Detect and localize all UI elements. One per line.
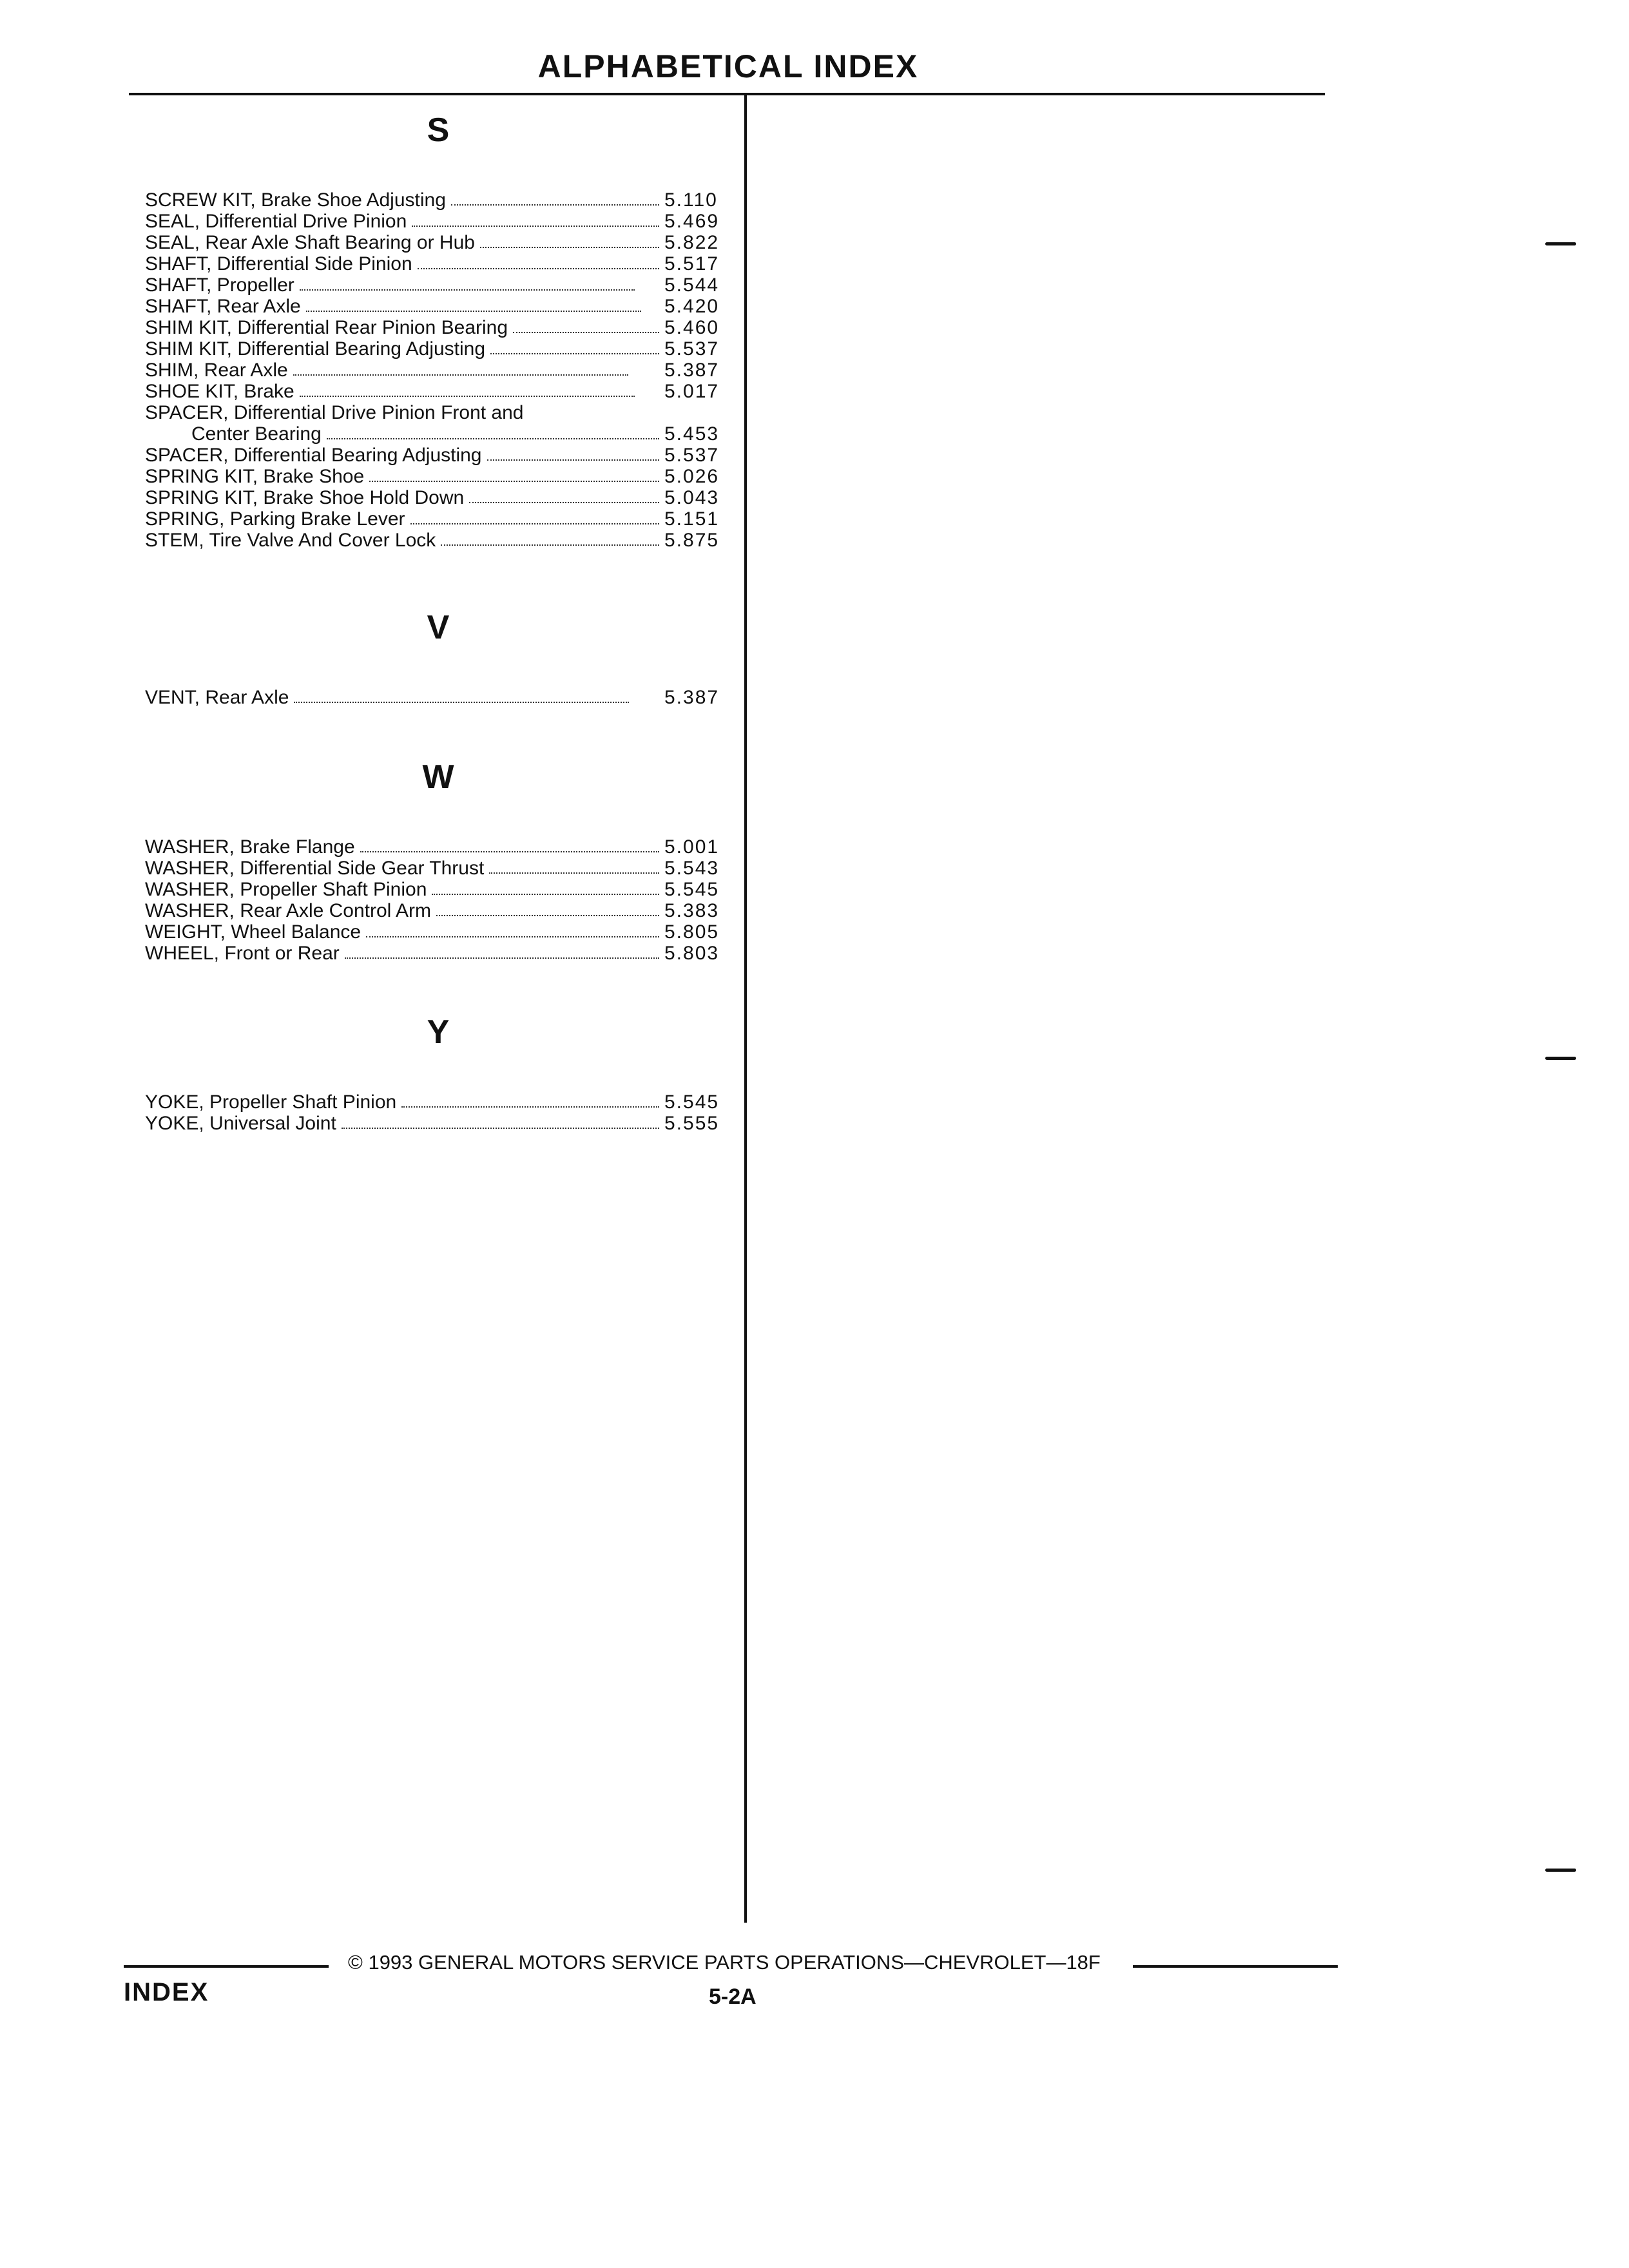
header-rule	[129, 93, 1325, 95]
section-letter-y: Y	[427, 1014, 450, 1051]
section-v-entries	[145, 687, 729, 708]
entry-page: 5.017	[664, 381, 720, 402]
entry-page: 5.387	[664, 687, 720, 708]
dot-leader	[480, 247, 659, 248]
dot-leader	[410, 523, 660, 524]
entry-label: WASHER, Brake Flange	[145, 836, 355, 858]
index-entry	[145, 381, 729, 402]
index-entry	[145, 211, 729, 232]
dot-leader	[342, 1128, 659, 1129]
dot-leader	[306, 311, 641, 312]
index-entry	[145, 360, 729, 381]
section-letter-v: V	[427, 609, 450, 646]
entry-page: 5.387	[664, 360, 720, 381]
index-entry	[145, 530, 729, 551]
section-s-entries	[145, 189, 729, 551]
index-entry-continuation	[145, 423, 729, 445]
entry-page: 5.460	[664, 317, 720, 338]
entry-label: VENT, Rear Axle	[145, 687, 289, 708]
edge-mark	[1545, 242, 1576, 245]
index-entry	[145, 445, 729, 466]
entry-page: 5.110	[664, 189, 718, 211]
entry-label: SHIM, Rear Axle	[145, 360, 288, 381]
copyright-notice: © 1993 GENERAL MOTORS SERVICE PARTS OPERATIONS—CHEVROLET—18F	[348, 1951, 1101, 1974]
index-entry	[145, 402, 729, 423]
entry-page: 5.537	[664, 445, 720, 466]
entry-page: 5.544	[664, 274, 720, 296]
index-entry	[145, 943, 729, 964]
entry-page: 5.803	[664, 943, 720, 964]
entry-label: YOKE, Propeller Shaft Pinion	[145, 1091, 397, 1113]
entry-page: 5.517	[664, 253, 720, 274]
page-title: ALPHABETICAL INDEX	[537, 48, 919, 84]
index-entry	[145, 189, 729, 211]
entry-page: 5.469	[664, 211, 720, 232]
dot-leader	[489, 872, 659, 874]
dot-leader	[441, 544, 659, 546]
dot-leader	[345, 957, 659, 959]
dot-leader	[490, 353, 659, 354]
entry-label: SHIM KIT, Differential Rear Pinion Bearing	[145, 317, 508, 338]
entry-label: SEAL, Rear Axle Shaft Bearing or Hub	[145, 232, 475, 253]
entry-label: WHEEL, Front or Rear	[145, 943, 340, 964]
entry-label: WEIGHT, Wheel Balance	[145, 921, 361, 943]
section-w-entries	[145, 836, 729, 964]
index-entry	[145, 858, 729, 879]
entry-label: STEM, Tire Valve And Cover Lock	[145, 530, 436, 551]
index-entry	[145, 1113, 729, 1134]
dot-leader	[327, 438, 659, 439]
entry-label: Center Bearing	[191, 423, 322, 445]
index-entry	[145, 487, 729, 508]
dot-leader	[369, 481, 659, 482]
entry-label: WASHER, Propeller Shaft Pinion	[145, 879, 427, 900]
dot-leader	[412, 226, 659, 227]
entry-page: 5.875	[664, 530, 720, 551]
page-number: 5-2A	[709, 1984, 757, 2009]
entry-label: SHAFT, Differential Side Pinion	[145, 253, 412, 274]
entry-label: SHAFT, Rear Axle	[145, 296, 301, 317]
entry-page: 5.543	[664, 858, 720, 879]
column-divider	[744, 94, 747, 1923]
entry-page: 5.151	[664, 508, 720, 530]
index-entry	[145, 274, 729, 296]
entry-label: SHOE KIT, Brake	[145, 381, 294, 402]
entry-label: SHIM KIT, Differential Bearing Adjusting	[145, 338, 486, 360]
entry-page: 5.420	[664, 296, 720, 317]
entry-page: 5.043	[664, 487, 720, 508]
footer-rule-right	[1133, 1965, 1338, 1968]
entry-label: SPRING KIT, Brake Shoe Hold Down	[145, 487, 465, 508]
entry-page: 5.383	[664, 900, 720, 921]
dot-leader	[293, 374, 628, 376]
entry-page: 5.026	[664, 466, 720, 487]
dot-leader	[294, 702, 629, 703]
entry-label: SPRING KIT, Brake Shoe	[145, 466, 365, 487]
index-entry	[145, 900, 729, 921]
index-entry	[145, 232, 729, 253]
entry-label: SCREW KIT, Brake Shoe Adjusting	[145, 189, 446, 211]
dot-leader	[487, 459, 660, 461]
section-y-entries	[145, 1091, 729, 1134]
dot-leader	[366, 936, 659, 937]
index-entry	[145, 687, 729, 708]
entry-label: SPACER, Differential Bearing Adjusting	[145, 445, 482, 466]
index-entry	[145, 1091, 729, 1113]
footer-rule-left	[124, 1965, 329, 1968]
edge-mark	[1545, 1869, 1576, 1872]
entry-page: 5.537	[664, 338, 720, 360]
entry-label: YOKE, Universal Joint	[145, 1113, 336, 1134]
section-name: INDEX	[124, 1978, 209, 2006]
entry-label: SHAFT, Propeller	[145, 274, 294, 296]
dot-leader	[418, 268, 659, 269]
entry-label: WASHER, Differential Side Gear Thrust	[145, 858, 485, 879]
entry-page: 5.822	[664, 232, 720, 253]
entry-page: 5.001	[664, 836, 720, 858]
index-entry	[145, 338, 729, 360]
edge-mark	[1545, 1057, 1576, 1060]
entry-page: 5.805	[664, 921, 720, 943]
entry-page: 5.453	[664, 423, 720, 445]
dot-leader	[432, 894, 659, 895]
index-entry	[145, 296, 729, 317]
dot-leader	[360, 851, 659, 852]
dot-leader	[451, 204, 659, 206]
dot-leader	[401, 1106, 659, 1108]
index-entry	[145, 921, 729, 943]
section-letter-s: S	[427, 111, 450, 149]
dot-leader	[513, 332, 659, 333]
entry-label: SPRING, Parking Brake Lever	[145, 508, 405, 530]
dot-leader	[469, 502, 659, 503]
index-entry	[145, 317, 729, 338]
dot-leader	[436, 915, 659, 916]
index-entry	[145, 879, 729, 900]
index-entry	[145, 253, 729, 274]
index-entry	[145, 508, 729, 530]
entry-page: 5.555	[664, 1113, 720, 1134]
index-entry	[145, 466, 729, 487]
entry-page: 5.545	[664, 879, 720, 900]
entry-label: SPACER, Differential Drive Pinion Front and	[145, 402, 524, 423]
dot-leader	[300, 289, 635, 291]
dot-leader	[300, 396, 635, 397]
entry-label: SEAL, Differential Drive Pinion	[145, 211, 407, 232]
entry-page: 5.545	[664, 1091, 720, 1113]
index-entry	[145, 836, 729, 858]
section-letter-w: W	[422, 758, 454, 796]
entry-label: WASHER, Rear Axle Control Arm	[145, 900, 432, 921]
